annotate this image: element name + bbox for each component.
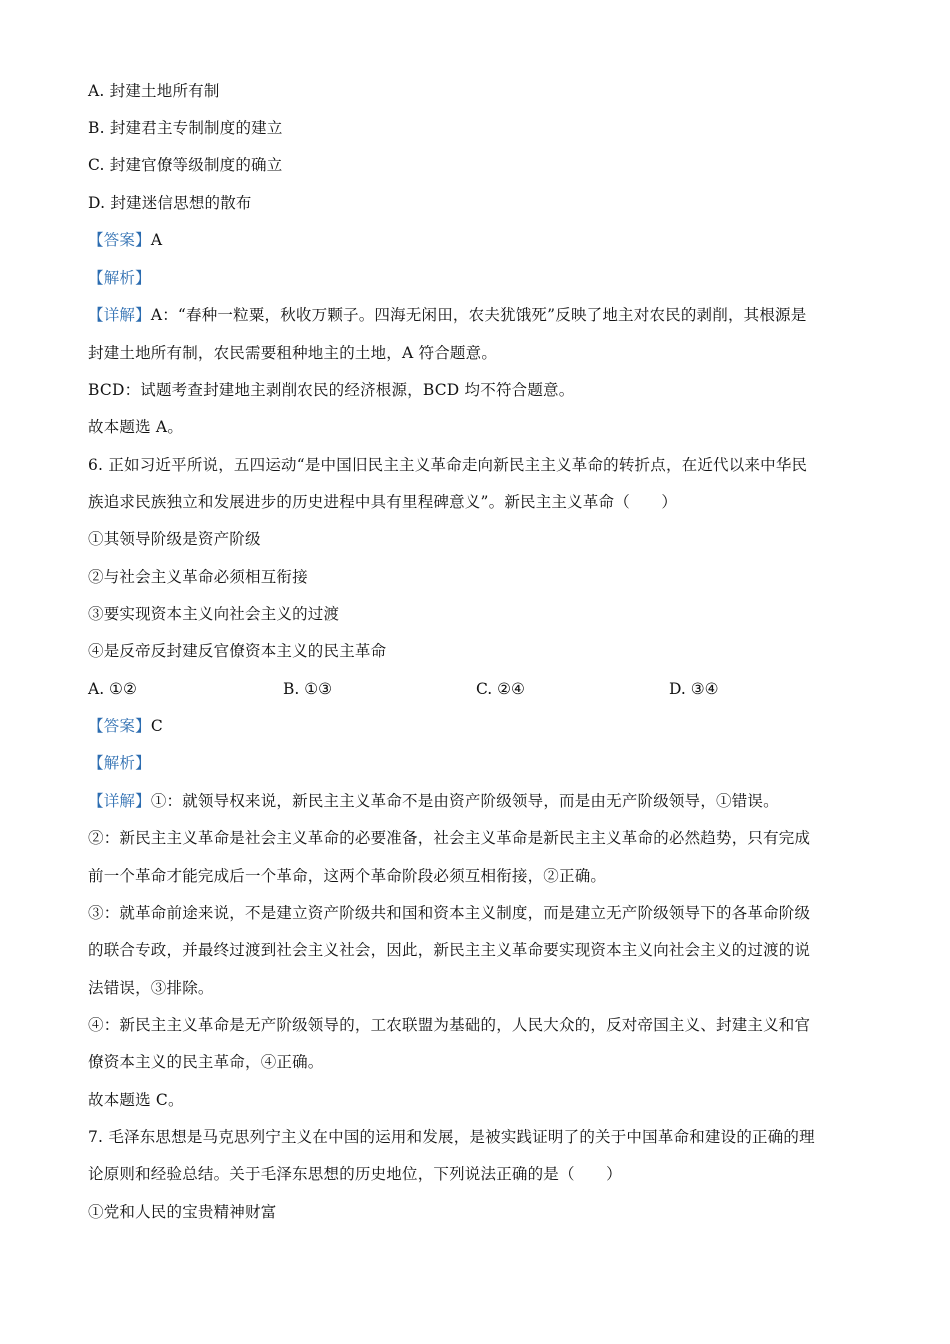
q6-analysis-tag [88, 752, 151, 774]
q5-detail-line1 [88, 304, 806, 326]
q6-stem-line1: 6. 正如习近平所说，五四运动“是中国旧民主主义革命走向新民主主义革命的转折点，在近代以来中华民 [88, 456, 808, 474]
q6-detail-line7: ④：新民主主义革命是无产阶级领导的，工农联盟为基础的，人民大众的，反对帝国主义、封建主义和官 [88, 1016, 811, 1034]
answer-tag: 【答案】 [88, 231, 151, 249]
q5-detail-line2: 封建土地所有制，农民需要租种地主的土地，A 符合题意。 [88, 344, 498, 362]
q6-detail-line1 [88, 790, 779, 812]
q6-item-2: ②与社会主义革命必须相互衔接 [88, 568, 308, 586]
q5-option-a: A. 封建土地所有制 [88, 82, 220, 100]
analysis-tag: 【解析】 [88, 754, 151, 772]
q6-item-4: ④是反帝反封建反官僚资本主义的民主革命 [88, 642, 387, 660]
q6-answer [88, 715, 163, 737]
detail-tag: 【详解】 [88, 306, 151, 324]
analysis-tag: 【解析】 [88, 269, 151, 287]
q6-choice-d: D. ③④ [669, 680, 719, 698]
q7-stem-line2: 论原则和经验总结。关于毛泽东思想的历史地位，下列说法正确的是（ ） [88, 1165, 622, 1183]
q6-detail-line5: 的联合专政，并最终过渡到社会主义社会，因此，新民主主义革命要实现资本主义向社会主义的过渡的说 [88, 941, 811, 959]
answer-value: A [150, 231, 163, 249]
q6-detail-line2: ②：新民主主义革命是社会主义革命的必要准备，社会主义革命是新民主主义革命的必然趋势，只有完成 [88, 829, 811, 847]
q6-stem-line2: 族追求民族独立和发展进步的历史进程中具有里程碑意义”。新民主主义革命（ ） [88, 493, 678, 511]
q7-stem-line1: 7. 毛泽东思想是马克思列宁主义在中国的运用和发展，是被实践证明了的关于中国革命和建设的正确的理 [88, 1128, 815, 1146]
detail-text: ①：就领导权来说，新民主主义革命不是由资产阶级领导，而是由无产阶级领导，①错误。 [150, 792, 779, 810]
answer-tag: 【答案】 [88, 717, 151, 735]
q5-detail-line3: BCD：试题考查封建地主剥削农民的经济根源，BCD 均不符合题意。 [88, 381, 575, 399]
q6-choice-a: A. ①② [88, 680, 137, 698]
q6-conclusion: 故本题选 C。 [88, 1091, 184, 1109]
q6-item-1: ①其领导阶级是资产阶级 [88, 530, 261, 548]
q6-detail-line6: 法错误，③排除。 [88, 979, 214, 997]
q6-choice-c: C. ②④ [476, 680, 525, 698]
q6-detail-line3: 前一个革命才能完成后一个革命，这两个革命阶段必须互相衔接，②正确。 [88, 867, 607, 885]
q5-option-d: D. 封建迷信思想的散布 [88, 194, 252, 212]
q5-option-c: C. 封建官僚等级制度的确立 [88, 156, 283, 174]
q5-answer [88, 229, 162, 251]
detail-text: A：“春种一粒粟，秋收万颗子。四海无闲田，农夫犹饿死”反映了地主对农民的剥削，其根源是 [150, 306, 807, 324]
q6-item-3: ③要实现资本主义向社会主义的过渡 [88, 605, 340, 623]
answer-value: C [150, 717, 163, 735]
q5-option-b: B. 封建君主专制制度的建立 [88, 119, 283, 137]
q6-detail-line8: 僚资本主义的民主革命，④正确。 [88, 1053, 324, 1071]
q6-detail-line4: ③：就革命前途来说，不是建立资产阶级共和国和资本主义制度，而是建立无产阶级领导下的各革命阶级 [88, 904, 811, 922]
q5-analysis-tag [88, 267, 151, 289]
q6-choice-b: B. ①③ [283, 680, 333, 698]
q7-item-1: ①党和人民的宝贵精神财富 [88, 1203, 277, 1221]
q5-conclusion: 故本题选 A。 [88, 418, 184, 436]
detail-tag: 【详解】 [88, 792, 151, 810]
